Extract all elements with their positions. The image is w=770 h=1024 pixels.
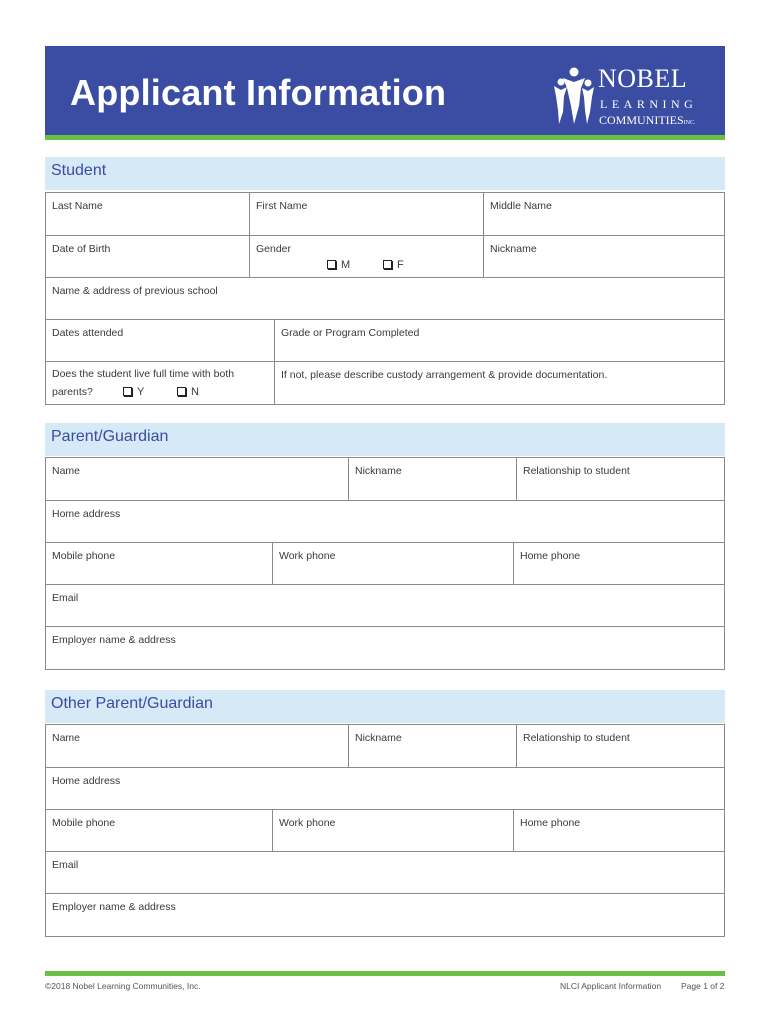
parent-email-label: Email xyxy=(52,592,79,604)
parent-row-address xyxy=(46,500,724,542)
other-parent-email-field[interactable] xyxy=(46,852,724,893)
last-name-field[interactable] xyxy=(46,193,249,235)
prev-school-label: Name & address of previous school xyxy=(52,285,218,297)
live-full-time-label: Does the student live full time with both parents? xyxy=(52,368,235,398)
parent-mobile-label: Mobile phone xyxy=(52,550,116,562)
page-header xyxy=(45,46,725,135)
other-parent-name-label: Name xyxy=(52,732,81,744)
parent-section-title: Parent/Guardian xyxy=(51,428,169,445)
other-parent-grid xyxy=(45,724,725,937)
other-parent-row-email xyxy=(46,851,724,893)
logo-word-communities: COMMUNITIESINC. xyxy=(599,113,696,127)
other-parent-work-phone-field[interactable] xyxy=(272,810,513,851)
parent-row-name xyxy=(46,458,724,500)
parent-home-phone-label: Home phone xyxy=(520,550,581,562)
parent-row-email xyxy=(46,584,724,626)
other-parent-email-label: Email xyxy=(52,859,79,871)
other-parent-employer-field[interactable] xyxy=(46,894,724,936)
dob-field[interactable] xyxy=(46,236,249,277)
prev-school-field[interactable] xyxy=(46,278,724,319)
live-no-checkbox[interactable]: N xyxy=(177,386,199,398)
other-parent-row-employer xyxy=(46,893,724,936)
custody-label: If not, please describe custody arrangement & provide documentation. xyxy=(281,369,608,381)
dates-attended-label: Dates attended xyxy=(52,327,124,339)
other-parent-row-address xyxy=(46,767,724,809)
gender-m-checkbox[interactable]: M xyxy=(327,259,350,271)
gender-field xyxy=(249,236,483,277)
other-parent-mobile-label: Mobile phone xyxy=(52,817,116,829)
other-parent-home-phone-field[interactable] xyxy=(513,810,724,851)
parent-name-field[interactable] xyxy=(46,458,348,500)
first-name-label: First Name xyxy=(256,200,308,212)
student-section-header xyxy=(45,157,725,190)
footer-accent-stripe xyxy=(45,971,725,976)
parent-home-address-label: Home address xyxy=(52,508,121,520)
nickname-field[interactable] xyxy=(483,236,724,277)
header-accent-stripe xyxy=(45,135,725,140)
middle-name-label: Middle Name xyxy=(490,200,552,212)
footer-doc-name: NLCI Applicant Information xyxy=(560,981,662,991)
student-row-custody xyxy=(46,361,724,404)
first-name-field[interactable] xyxy=(249,193,483,235)
other-parent-nickname-label: Nickname xyxy=(355,732,402,744)
student-grid xyxy=(45,192,725,405)
grade-field[interactable] xyxy=(274,320,724,361)
gender-f-checkbox[interactable]: F xyxy=(383,259,404,271)
parent-employer-label: Employer name & address xyxy=(52,634,176,646)
parent-home-phone-field[interactable] xyxy=(513,543,724,584)
other-parent-home-address-label: Home address xyxy=(52,775,121,787)
other-parent-section-title: Other Parent/Guardian xyxy=(51,695,213,712)
dates-attended-field[interactable] xyxy=(46,320,274,361)
nobel-figures-icon xyxy=(553,66,595,126)
student-section-title: Student xyxy=(51,162,107,179)
parent-section-header xyxy=(45,423,725,456)
custody-field[interactable] xyxy=(274,362,724,404)
parent-mobile-field[interactable] xyxy=(46,543,272,584)
other-parent-mobile-field[interactable] xyxy=(46,810,272,851)
live-full-time-field xyxy=(46,362,274,404)
last-name-label: Last Name xyxy=(52,200,103,212)
checkbox-icon xyxy=(123,387,132,396)
other-parent-nickname-field[interactable] xyxy=(348,725,516,767)
student-row-prev-school xyxy=(46,277,724,319)
nobel-logo xyxy=(553,64,713,128)
student-row-dates xyxy=(46,319,724,361)
parent-relationship-field[interactable] xyxy=(516,458,724,500)
other-parent-name-field[interactable] xyxy=(46,725,348,767)
parent-work-phone-field[interactable] xyxy=(272,543,513,584)
footer-page-number: Page 1 of 2 xyxy=(681,981,725,991)
nickname-label: Nickname xyxy=(490,243,537,255)
other-parent-section-header xyxy=(45,690,725,723)
other-parent-relationship-label: Relationship to student xyxy=(523,732,630,744)
parent-nickname-label: Nickname xyxy=(355,465,402,477)
parent-email-field[interactable] xyxy=(46,585,724,626)
middle-name-field[interactable] xyxy=(483,193,724,235)
logo-word-learning: LEARNING xyxy=(600,97,698,111)
parent-name-label: Name xyxy=(52,465,81,477)
other-parent-employer-label: Employer name & address xyxy=(52,901,176,913)
parent-nickname-field[interactable] xyxy=(348,458,516,500)
parent-grid xyxy=(45,457,725,670)
other-parent-row-name xyxy=(46,725,724,767)
parent-home-address-field[interactable] xyxy=(46,501,724,542)
other-parent-row-phones xyxy=(46,809,724,851)
live-yes-checkbox[interactable]: Y xyxy=(123,386,144,398)
dob-label: Date of Birth xyxy=(52,243,111,255)
logo-word-nobel: NOBEL xyxy=(598,64,688,93)
footer-copyright: ©2018 Nobel Learning Communities, Inc. xyxy=(45,981,201,991)
other-parent-home-address-field[interactable] xyxy=(46,768,724,809)
checkbox-icon xyxy=(327,260,336,269)
parent-work-phone-label: Work phone xyxy=(279,550,336,562)
checkbox-icon xyxy=(383,260,392,269)
other-parent-work-phone-label: Work phone xyxy=(279,817,336,829)
parent-employer-field[interactable] xyxy=(46,627,724,669)
checkbox-icon xyxy=(177,387,186,396)
gender-label: Gender xyxy=(256,243,292,255)
student-row-dob xyxy=(46,235,724,277)
parent-row-phones xyxy=(46,542,724,584)
page-title: Applicant Information xyxy=(70,72,447,113)
parent-row-employer xyxy=(46,626,724,669)
other-parent-home-phone-label: Home phone xyxy=(520,817,581,829)
grade-label: Grade or Program Completed xyxy=(281,327,420,339)
parent-relationship-label: Relationship to student xyxy=(523,465,630,477)
student-row-names xyxy=(46,193,724,235)
other-parent-relationship-field[interactable] xyxy=(516,725,724,767)
